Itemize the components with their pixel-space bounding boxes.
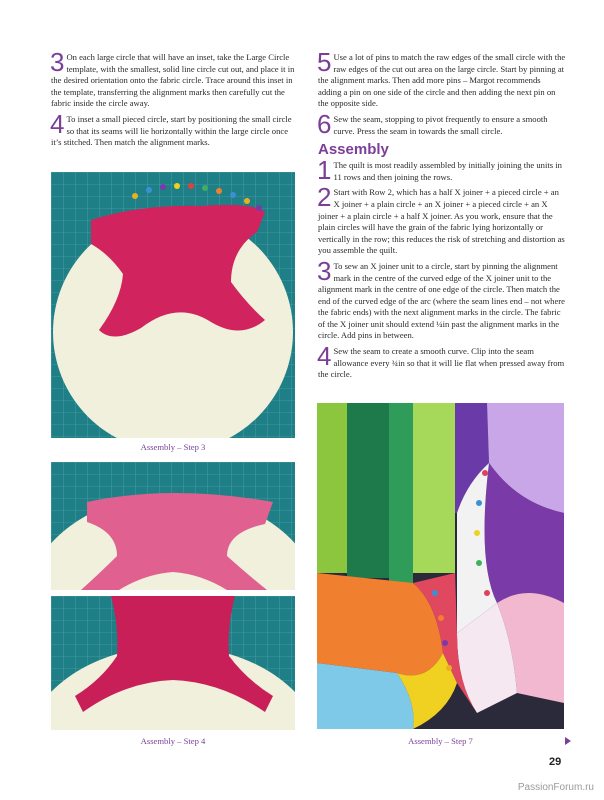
step-number: 3	[317, 255, 332, 286]
photo-assembly-step-7	[317, 403, 564, 729]
caption-step-3: Assembly – Step 3	[140, 442, 206, 452]
step-text: Sew the seam, stopping to pivot frequently to ensure a smooth curve. Press the seam in towards the small circle.	[333, 113, 548, 136]
instruction-step	[317, 155, 566, 186]
watermark: PassionForum.ru	[517, 782, 594, 793]
instruction-step	[50, 47, 296, 110]
section-heading: Assembly	[318, 141, 389, 159]
photo-assembly-step-4-top	[51, 462, 295, 590]
photo-assembly-step-3	[51, 172, 295, 438]
step-number: 4	[317, 341, 332, 372]
page-number: 29	[549, 756, 562, 768]
step-text: Use a lot of pins to match the raw edges of the small circle with the raw edges of the cut out area on the large circle. Start by pinning at the alignment marks. Then add more pins – Margot recommends adding a pin on one side of the circle and then adding the next pin on the opposite side.	[318, 52, 566, 109]
step-text: Sew the seam to create a smooth curve. Clip into the seam allowance every ¾in so that it will lie flat when pressed away from the circle.	[318, 346, 565, 380]
instruction-step	[317, 108, 566, 139]
step-text: To inset a small pieced circle, start by positioning the small circle so that its seams will lie horizontally within the large circle once it’s stitched. Then match the alignment marks.	[51, 113, 292, 148]
instruction-step	[317, 47, 566, 110]
photo-illustration	[51, 596, 295, 730]
photo-assembly-step-4-bottom	[51, 596, 295, 730]
step-number: 2	[317, 182, 332, 213]
next-page-arrow-icon	[565, 737, 571, 745]
right-text-column	[317, 47, 566, 385]
step-number: 5	[317, 47, 332, 77]
photo-illustration	[51, 462, 295, 590]
step-number: 1	[317, 155, 332, 186]
step-number: 3	[50, 47, 65, 77]
left-text-column	[50, 47, 296, 153]
instruction-step	[317, 341, 566, 381]
step-text: To sew an X joiner unit to a circle, start by pinning the alignment mark in the centre of the curved edge of the X joiner unit to the alignment mark in the centre of one edge of the circle. Then match the end of the curved edge of the arc (where the seam lines end – not where the fabric ends) with the next alignment marks in the circle. The fabric of the X joiner unit should extend ¼in past the alignment marks in the circle. Add pins in between.	[318, 260, 565, 341]
instruction-step	[50, 108, 296, 149]
step-text: On each large circle that will have an inset, take the Large Circle template, with the smallest, solid line circle cut out, and place it in the desired orientation onto the fabric circle. Trace around this inset in the template, transferring the alignment marks then carefully cut the fabric inside the circle away.	[51, 52, 295, 109]
instruction-step	[317, 182, 566, 257]
step-text: Start with Row 2, which has a half X joiner + a pieced circle + an X joiner + a plain circle + an X joiner + a pieced circle + an X joiner + a plain circle + a half X joiner. As you work, ensure that the plain circles will have the grain of the fabric lying horizontally or vertically in the row; this reduces the risk of stretching and distortion as you assemble the quilt.	[318, 187, 565, 256]
step-number: 4	[50, 108, 65, 139]
photo-illustration	[317, 403, 564, 729]
caption-step-7: Assembly – Step 7	[408, 736, 473, 746]
step-text: The quilt is most readily assembled by initially joining the units in 11 rows and then joining the rows.	[333, 160, 562, 182]
instruction-step	[317, 255, 566, 342]
caption-step-4: Assembly – Step 4	[140, 736, 206, 746]
photo-illustration	[51, 172, 295, 438]
step-number: 6	[317, 108, 332, 139]
